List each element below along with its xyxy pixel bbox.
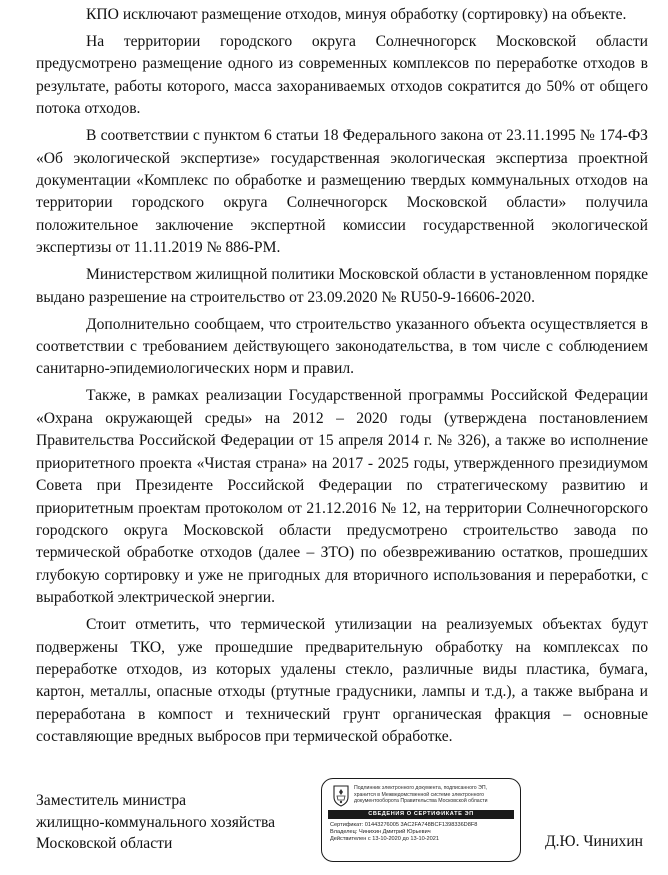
stamp-notice-line: Подлинник электронного документа, подписанного ЭП,: [354, 785, 488, 791]
stamp-notice: [354, 785, 516, 805]
paragraph: Дополнительно сообщаем, что строительство указанного объекта осуществляется в соответствии с требованием действующего законодательства, в том числе с соблюдением санитарно-эпидемиологических норм и правил.: [36, 315, 648, 378]
paragraph: Министерством жилищной политики Московской области в установленном порядке выдано разрешение на строительство от 23.09.2020 № RU50-9-16606-2020.: [36, 266, 648, 306]
electronic-signature-stamp: [321, 778, 521, 862]
position-line: Заместитель министра: [36, 792, 187, 809]
certificate-band: СВЕДЕНИЯ О СЕРТИФИКАТЕ ЭП: [328, 810, 514, 819]
coat-of-arms-icon: [332, 784, 350, 807]
letter-body: [36, 4, 648, 753]
signer-name: Д.Ю. Чинихин: [545, 833, 644, 850]
stamp-notice-line: хранится в Межведомственной системе электронного: [354, 791, 484, 798]
certificate-details: [330, 822, 514, 844]
signatory-position: [36, 790, 326, 855]
certificate-owner: Владелец: Чинихин Дмитрий Юрьевич: [330, 829, 431, 836]
stamp-header: [328, 784, 516, 808]
position-line: Московской области: [36, 835, 173, 852]
position-line: жилищно-коммунального хозяйства: [36, 813, 276, 831]
paragraph: Стоит отметить, что термической утилизации на реализуемых объектах будут подвержены ТКО, уже прошедшие предварительную обработку на комплексах по переработке отходов, из которых удалены стекло, различные виды пластика, бумага, картон, металлы, опасные отходы (ртутные градусники, лампы и т.д.), а также выбрана и переработана в компост и технический грунт органическая фракция – основные составляющие вредных выбросов при термической обработке.: [36, 616, 648, 746]
paragraph: На территории городского округа Солнечногорск Московской области предусмотрено размещение одного из современных комплексов по переработке отходов в результате, работы которого, масса захораниваемых отходов сократится до 50% от общего потока отходов.: [36, 33, 648, 118]
paragraph: КПО исключают размещение отходов, минуя обработку (сортировку) на объекте.: [86, 6, 627, 23]
certificate-number: Сертификат: 01443276005 3AC2FA748BCF1398336D8F8: [330, 822, 478, 828]
certificate-validity: Действителен с 13-10-2020 до 13-10-2021: [330, 836, 439, 843]
paragraph: Также, в рамках реализации Государственной программы Российской Федерации «Охрана окружающей среды» на 2012 – 2020 годы (утверждена постановлением Правительства Российской Федерации от 15 апреля 2014 г. № 326), а также во исполнение приоритетного проекта «Чистая страна» на 2017 - 2025 годы, утвержденного президиумом Совета при Президенте Российской Федерации по стратегическому развитию и приоритетным проектам протоколом от 21.12.2016 № 12, на территории Солнечногорского городского округа Московской области предусмотрено строительство завода по термической обработке отходов (далее – ЗТО) по обезвреживанию остатков, прошедших глубокую сортировку и уже не пригодных для вторичного использования и переработки, с выработкой электрической энергии.: [36, 387, 648, 607]
stamp-notice-line: документооборота Правительства Московской области: [354, 798, 488, 805]
paragraph: В соответствии с пунктом 6 статьи 18 Федерального закона от 23.11.1995 № 174-ФЗ «Об экологической экспертизе» государственная экологическая экспертиза проектной документации «Комплекс по обработке и размещению твердых коммунальных отходов на территории городского округа Солнечногорск Московской области» получила положительное заключение экспертной комиссии государственной экологической экспертизы от 11.11.2019 № 886-РМ.: [36, 127, 648, 257]
